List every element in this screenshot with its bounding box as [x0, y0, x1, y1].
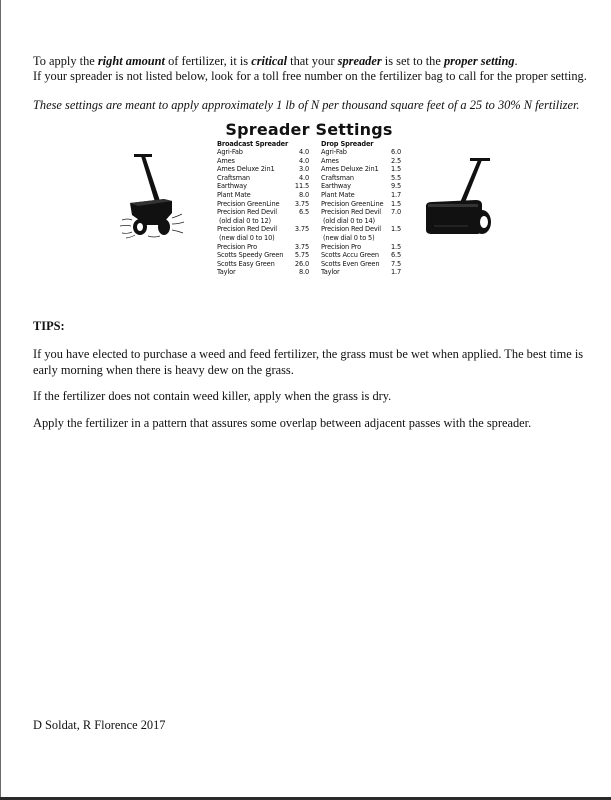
spreader-name: Precision GreenLine: [321, 199, 384, 208]
dial-note: (old dial 0 to 14): [323, 216, 375, 225]
spreader-name: Craftsman: [217, 173, 250, 182]
setting-value: 3.0: [298, 165, 309, 174]
spreader-settings-title: Spreader Settings: [225, 120, 393, 139]
table-row: [321, 260, 405, 269]
spreader-name: Precision Pro: [321, 242, 362, 251]
broadcast-spreader-header: Broadcast Spreader: [217, 140, 289, 148]
setting-value: 8.0: [298, 190, 309, 199]
table-row: [217, 191, 309, 200]
table-row: [217, 243, 309, 252]
table-row: [217, 182, 309, 191]
table-row: [321, 157, 405, 166]
setting-value: 1.5: [391, 199, 402, 208]
setting-value: 6.0: [391, 148, 402, 156]
setting-value: 7.0: [391, 208, 402, 217]
setting-value: 1.5: [391, 242, 402, 251]
spreader-name: Scotts Accu Green: [321, 251, 379, 260]
table-row: [217, 260, 309, 269]
table-row: [217, 148, 309, 157]
table-row: [321, 243, 405, 252]
broadcast-spreader-icon: [120, 148, 210, 248]
setting-value: 4.0: [298, 148, 309, 156]
emphasis-proper-setting: proper setting: [443, 54, 515, 68]
broadcast-spreader-table: [217, 141, 309, 277]
setting-value: 6.5: [391, 251, 402, 260]
tips-heading: TIPS:: [33, 319, 65, 333]
setting-value: 4.0: [298, 156, 309, 165]
spreader-name: Precision Red Devil: [217, 225, 277, 234]
table-row: [321, 200, 405, 209]
table-row: [321, 182, 405, 191]
setting-value: 5.75: [294, 251, 309, 260]
tip-3: Apply the fertilizer in a pattern that assures some overlap between adjacent passes with the spreader.: [33, 416, 532, 430]
table-row: [217, 208, 309, 217]
application-rate-note: These settings are meant to apply approximately 1 lb of N per thousand square feet of a 25 to 30% N fertilizer.: [33, 98, 580, 112]
author-credit: D Soldat, R Florence 2017: [33, 718, 166, 732]
setting-value: 3.75: [294, 199, 309, 208]
spreader-name: Earthway: [321, 182, 351, 191]
table-row: [321, 191, 405, 200]
setting-value: 26.0: [294, 259, 309, 268]
intro-text: .: [514, 54, 518, 68]
spreader-name: Scotts Even Green: [321, 259, 380, 268]
table-row: [321, 251, 405, 260]
setting-value: 5.5: [391, 173, 402, 182]
setting-value: 6.5: [298, 208, 309, 217]
intro-text: To apply the: [33, 54, 98, 68]
emphasis-critical: critical: [251, 54, 288, 68]
dial-note: (old dial 0 to 12): [219, 216, 271, 225]
tip-2: If the fertilizer does not contain weed killer, apply when the grass is dry.: [33, 389, 392, 403]
emphasis-right-amount: right amount: [97, 54, 166, 68]
spreader-name: Plant Mate: [217, 190, 251, 199]
spreader-name: Agri-Fab: [321, 148, 347, 156]
setting-value: 4.0: [298, 173, 309, 182]
setting-value: 11.5: [294, 182, 309, 191]
table-row: [217, 174, 309, 183]
spreader-name: Precision Red Devil: [321, 208, 381, 217]
intro-line-2: If your spreader is not listed below, look for a toll free number on the fertilizer bag to call for the proper setting.: [33, 69, 587, 83]
tip-1-line-2: early morning when there is heavy dew on the grass.: [33, 363, 294, 377]
spreader-name: Precision Red Devil: [217, 208, 277, 217]
setting-value: 1.7: [391, 190, 402, 199]
setting-value: 3.75: [294, 242, 309, 251]
setting-value: 3.75: [294, 225, 309, 234]
setting-value: 8.0: [298, 268, 309, 277]
dial-note: (new dial 0 to 10): [219, 233, 275, 242]
spreader-name: Precision Red Devil: [321, 225, 381, 234]
spreader-name: Precision Pro: [217, 242, 258, 251]
table-row: [321, 208, 405, 217]
table-row: [217, 225, 309, 234]
intro-text: of fertilizer, it is: [165, 54, 252, 68]
spreader-name: Ames Deluxe 2in1: [217, 165, 275, 174]
spreader-name: Scotts Speedy Green: [217, 251, 284, 260]
spreader-name: Ames: [321, 156, 339, 165]
table-row: [217, 165, 309, 174]
table-row: [321, 268, 405, 277]
dial-note: (new dial 0 to 5): [323, 233, 375, 242]
setting-value: 2.5: [391, 156, 402, 165]
setting-value: 7.5: [391, 259, 402, 268]
setting-value: 1.5: [391, 225, 402, 234]
drop-spreader-header: Drop Spreader: [321, 140, 374, 148]
setting-value: 1.7: [391, 268, 402, 277]
spreader-name: Ames: [217, 156, 235, 165]
intro-text: that your: [287, 54, 338, 68]
table-row: [217, 251, 309, 260]
table-row: [321, 148, 405, 157]
scan-edge-left: [0, 0, 1, 800]
spreader-name: Plant Mate: [321, 190, 355, 199]
drop-spreader-icon: [418, 150, 508, 240]
table-row: [217, 157, 309, 166]
emphasis-spreader: spreader: [337, 54, 382, 68]
table-row: [321, 174, 405, 183]
setting-value: 9.5: [391, 182, 402, 191]
spreader-name: Ames Deluxe 2in1: [321, 165, 379, 174]
drop-spreader-table: [321, 141, 405, 277]
spreader-name: Scotts Easy Green: [217, 259, 275, 268]
intro-line-1: [33, 53, 518, 69]
spreader-name: Taylor: [217, 268, 236, 277]
spreader-name: Craftsman: [321, 173, 354, 182]
setting-value: 1.5: [391, 165, 402, 174]
table-row: [217, 200, 309, 209]
intro-text: is set to the: [381, 54, 444, 68]
spreader-name: Earthway: [217, 182, 247, 191]
spreader-name: Precision GreenLine: [217, 199, 280, 208]
tip-1-line-1: If you have elected to purchase a weed and feed fertilizer, the grass must be wet when applied. The best time is: [33, 347, 584, 361]
table-row: [321, 165, 405, 174]
spreader-name: Agri-Fab: [217, 148, 243, 156]
spreader-name: Taylor: [321, 268, 340, 277]
table-row: [217, 268, 309, 277]
table-row: [321, 225, 405, 234]
